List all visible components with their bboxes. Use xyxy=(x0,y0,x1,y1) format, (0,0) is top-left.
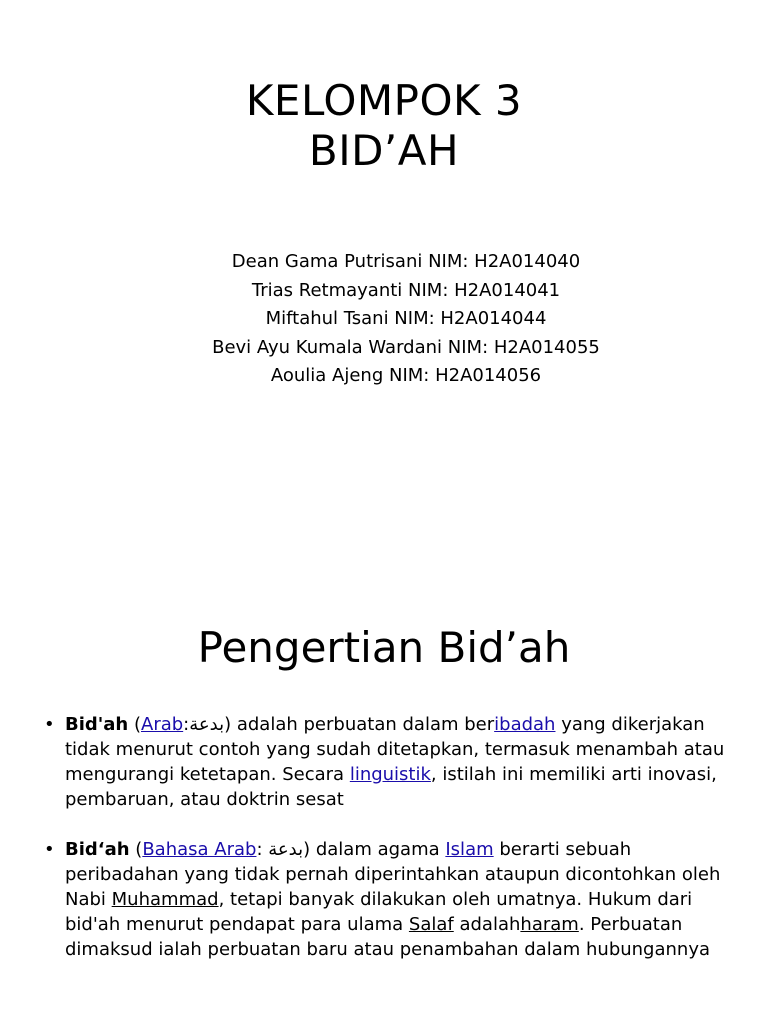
bullet-icon: • xyxy=(44,839,55,860)
list-item xyxy=(40,712,730,812)
link-haram[interactable]: haram xyxy=(520,914,579,935)
member-list xyxy=(0,248,768,391)
topic-title: BID’AH xyxy=(308,126,460,175)
link-salaf[interactable]: Salaf xyxy=(408,914,454,935)
member-1: Dean Gama Putrisani NIM: H2A014040 xyxy=(231,251,581,272)
link-arab[interactable]: Arab xyxy=(141,714,184,735)
link-bahasa-arab[interactable]: Bahasa Arab xyxy=(142,839,257,860)
member-5: Aoulia Ajeng NIM: H2A014056 xyxy=(270,365,542,386)
slide-definition xyxy=(0,576,768,1024)
group-title: KELOMPOK 3 xyxy=(245,76,523,125)
link-linguistik[interactable]: linguistik xyxy=(349,764,431,785)
member-3: Miftahul Tsani NIM: H2A014044 xyxy=(265,308,547,329)
member-4: Bevi Ayu Kumala Wardani NIM: H2A014055 xyxy=(212,336,600,358)
text-segment: ( xyxy=(128,714,141,735)
text-segment: , istilah ini memiliki arti inovasi, pembaruan, atau doktrin sesat xyxy=(65,764,717,810)
term-bidah: Bid‘ah xyxy=(65,839,130,860)
link-islam[interactable]: Islam xyxy=(445,839,494,860)
text-segment: :بدعة) adalah perbuatan dalam ber xyxy=(183,714,495,735)
text-segment: berarti sebuah peribadahan yang tidak pernah diperintahkan ataupun dicontohkan oleh Nabi xyxy=(65,839,721,910)
text-segment: , tetapi banyak dilakukan oleh umatnya. Hukum dari bid'ah menurut pendapat para ulama xyxy=(65,889,693,935)
bullet-icon: • xyxy=(44,714,55,735)
text-segment: yang dikerjakan tidak menurut contoh yang sudah ditetapkan, termasuk menambah atau mengurangi ketetapan. Secara xyxy=(65,714,725,785)
text-segment: . Perbuatan dimaksud ialah perbuatan baru atau penambahan dalam hubungannya xyxy=(65,914,711,960)
definition-list xyxy=(40,712,730,987)
text-segment: ( xyxy=(129,839,143,860)
member-2: Trias Retmayanti NIM: H2A014041 xyxy=(251,279,561,301)
list-item xyxy=(40,837,730,962)
title-block xyxy=(0,76,768,176)
definition-title: Pengertian Bid’ah xyxy=(197,623,571,672)
link-ibadah[interactable]: ibadah xyxy=(494,714,556,735)
link-muhammad[interactable]: Muhammad xyxy=(111,889,219,910)
text-segment: : بدعة) dalam agama xyxy=(256,839,446,860)
term-bidah: Bid'ah xyxy=(65,714,129,735)
text-segment: adalah xyxy=(453,914,521,935)
